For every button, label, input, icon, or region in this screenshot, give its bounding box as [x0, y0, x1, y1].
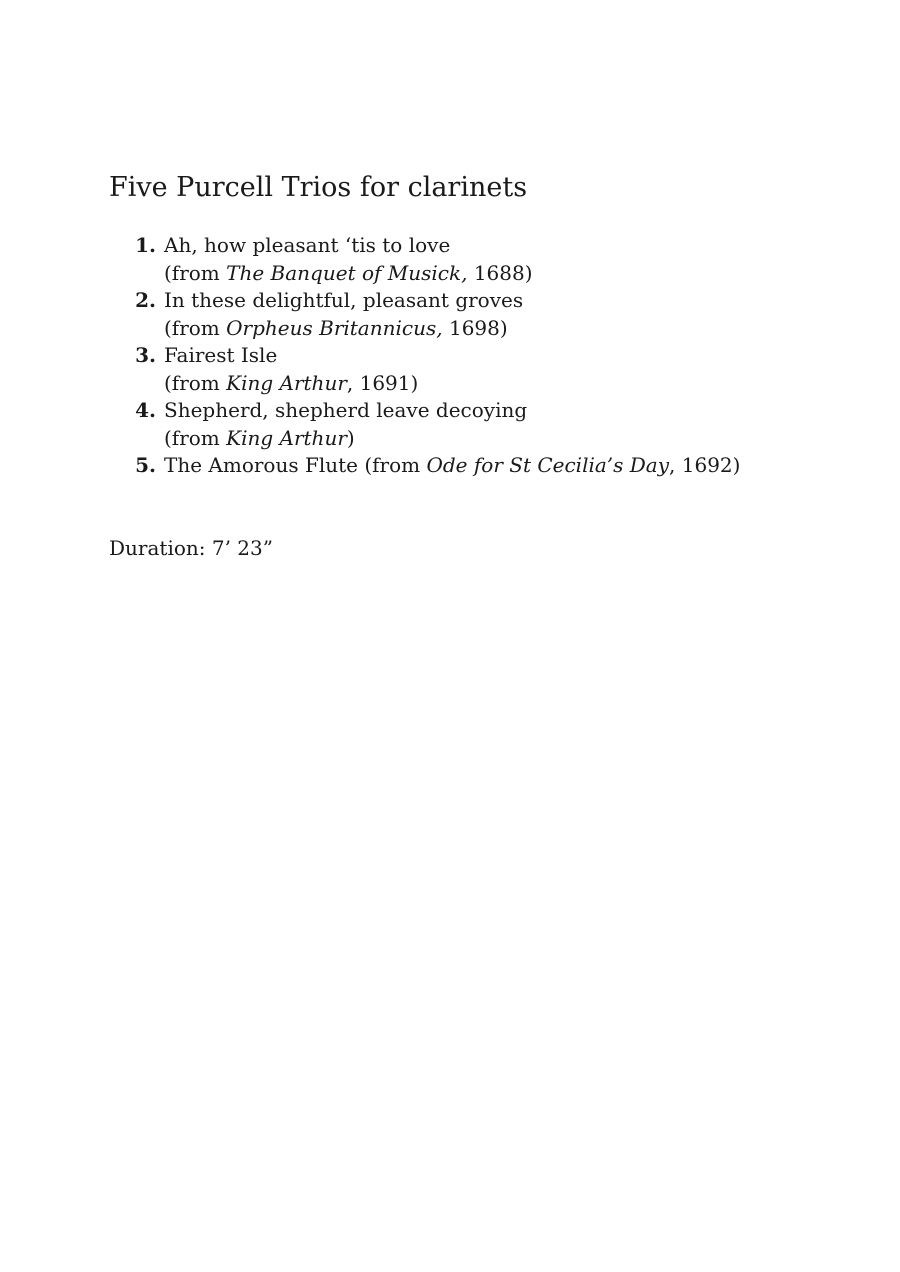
source-title: King Arthur — [226, 425, 347, 450]
item-source — [164, 371, 418, 395]
source-title: Ode for St Cecilia’s Day — [426, 453, 670, 477]
item-text — [164, 397, 527, 452]
source-suffix: , 1691) — [346, 370, 419, 395]
work-list — [109, 232, 740, 480]
page-title: Five Purcell Trios for clarinets — [109, 172, 528, 203]
list-item — [109, 397, 740, 452]
item-title: Fairest Isle — [164, 343, 278, 367]
source-suffix: 1698) — [442, 315, 508, 340]
item-number: 5. — [135, 453, 156, 477]
source-title: The Banquet of Musick, — [226, 260, 468, 285]
item-title: In these delightful, pleasant groves — [164, 288, 524, 312]
list-item — [109, 452, 740, 480]
source-prefix: (from — [164, 425, 227, 450]
item-title: Shepherd, shepherd leave decoying — [164, 398, 528, 422]
item-text — [164, 287, 523, 342]
source-title: King Arthur — [226, 370, 347, 395]
source-prefix: (from — [164, 315, 227, 340]
item-source — [164, 261, 533, 285]
source-prefix: (from — [164, 370, 227, 395]
source-suffix: 1688) — [467, 260, 533, 285]
source-title: Orpheus Britannicus, — [226, 315, 443, 340]
list-item — [109, 342, 740, 397]
list-item — [109, 287, 740, 342]
source-suffix: ) — [346, 425, 355, 450]
source-prefix: (from — [164, 260, 227, 285]
item-title: The Amorous Flute (from — [164, 453, 427, 477]
item-source — [164, 426, 355, 450]
list-item — [109, 232, 740, 287]
item-title: Ah, how pleasant ʻtis to love — [164, 233, 451, 257]
item-text — [164, 452, 740, 480]
item-text — [164, 342, 418, 397]
item-number: 1. — [135, 233, 156, 257]
item-number: 3. — [135, 343, 156, 367]
source-suffix: , 1692) — [669, 453, 741, 477]
item-source — [164, 316, 508, 340]
duration-text: Duration: 7’ 23” — [109, 536, 273, 560]
item-number: 4. — [135, 398, 156, 422]
item-number: 2. — [135, 288, 156, 312]
item-text — [164, 232, 533, 287]
